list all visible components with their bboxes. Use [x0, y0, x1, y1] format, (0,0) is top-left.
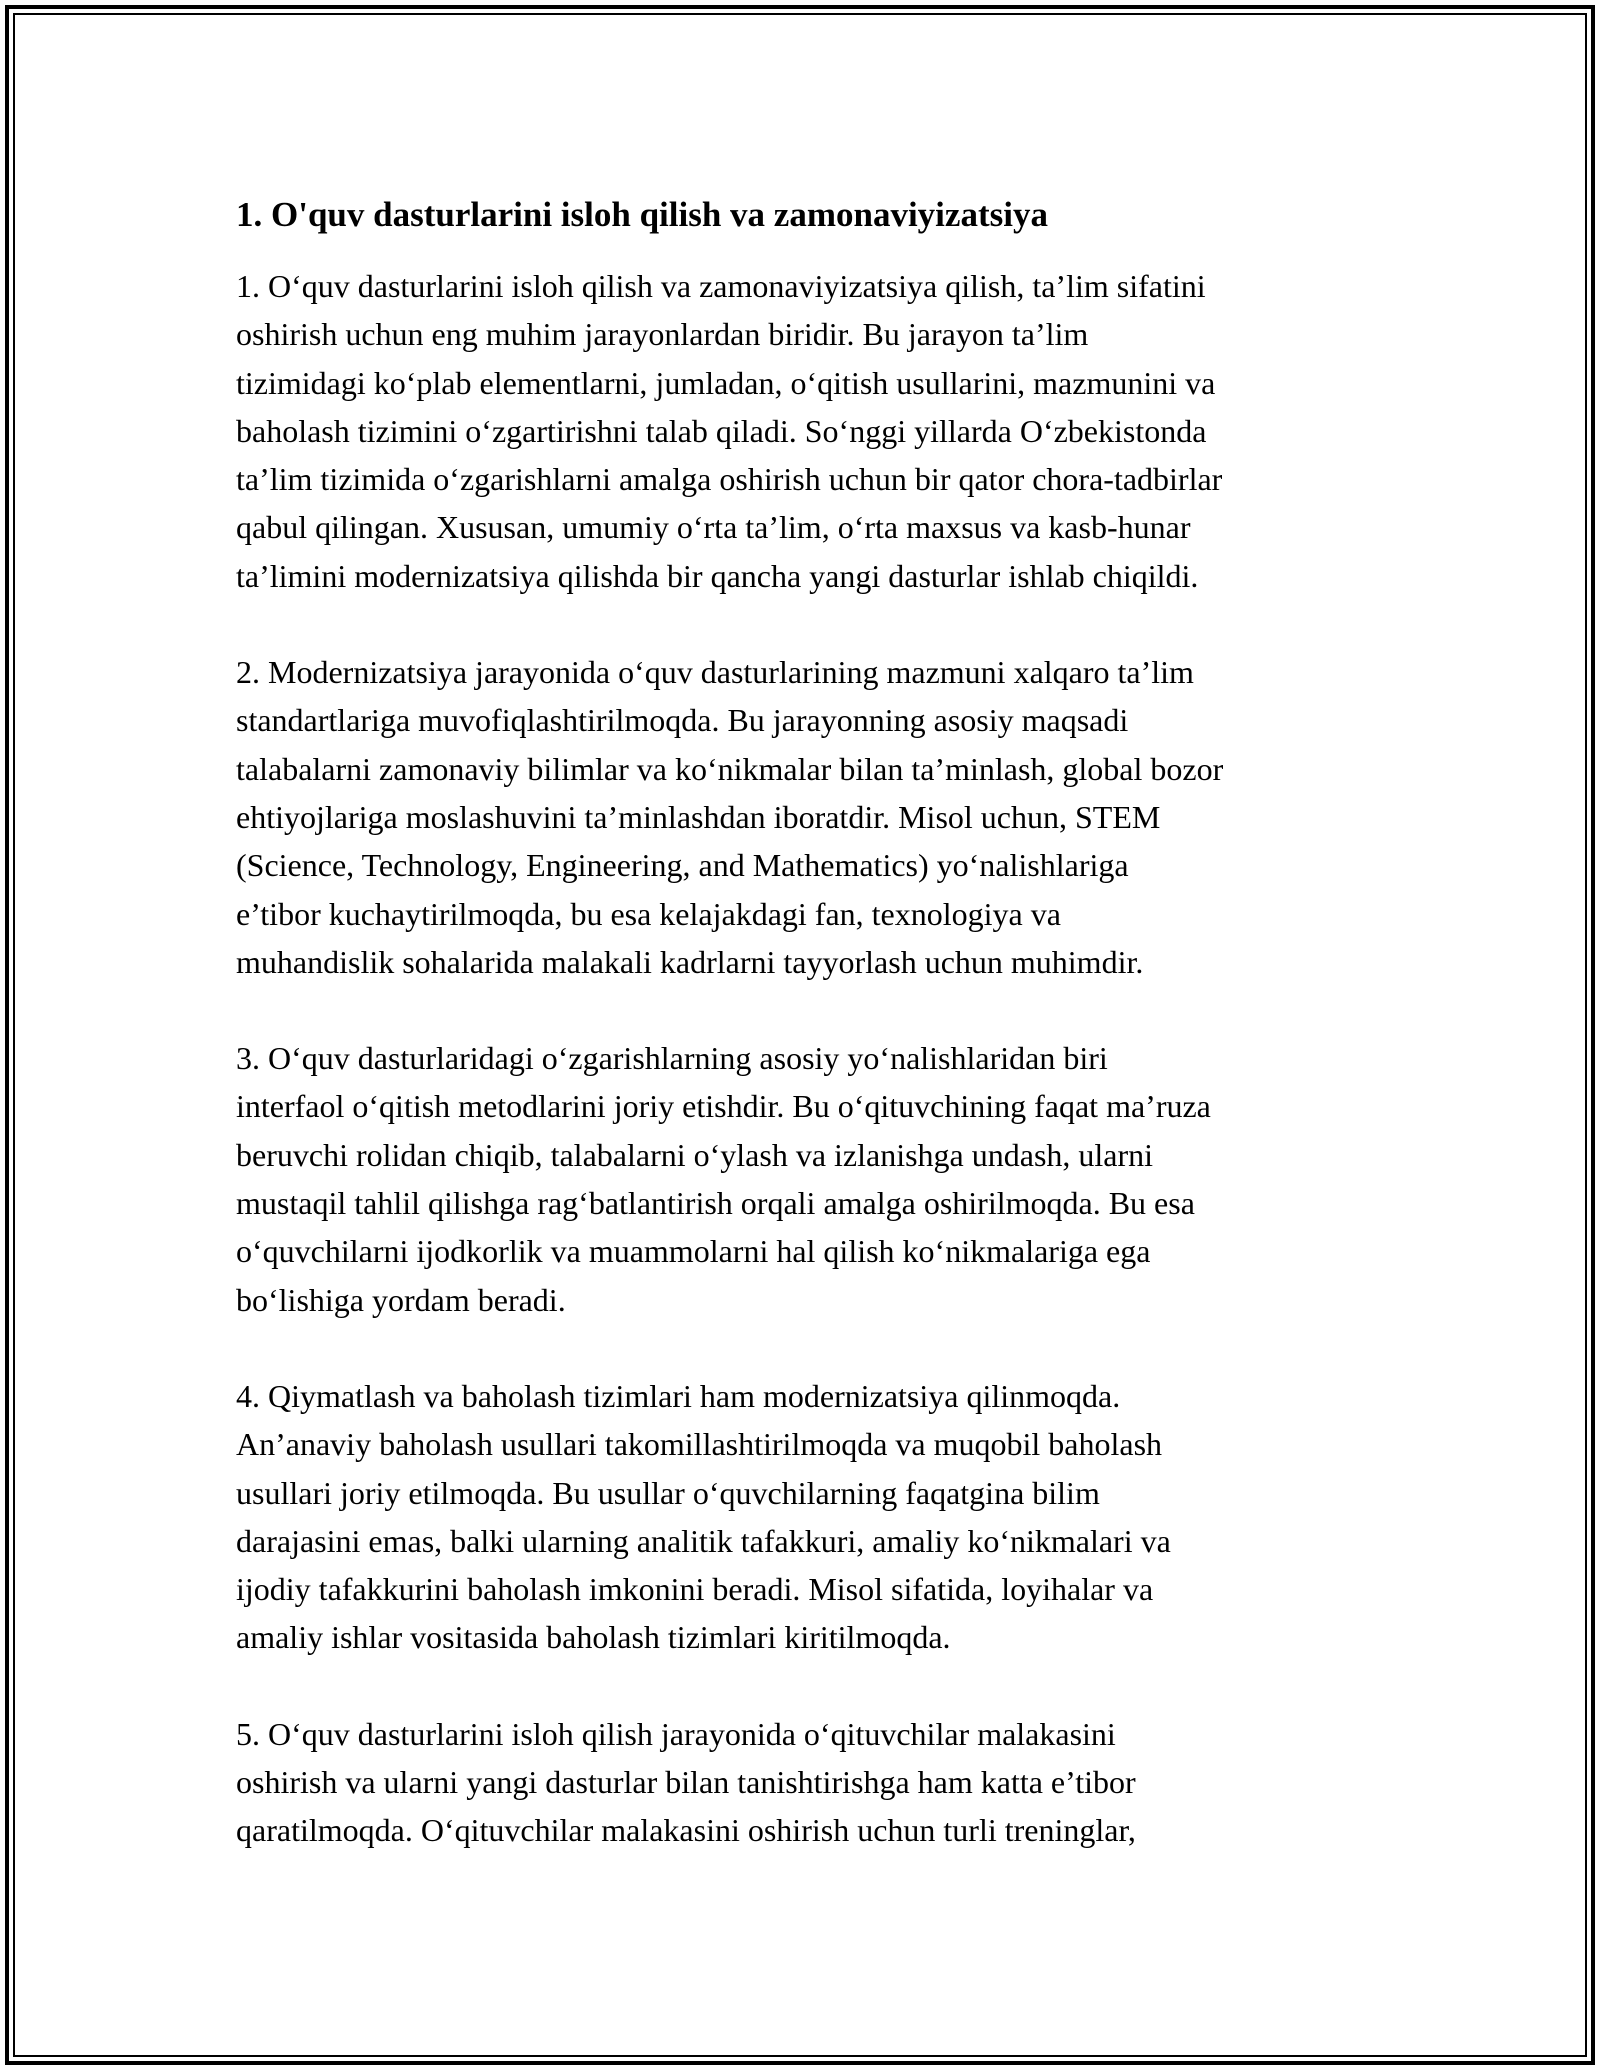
- text-line: oshirish va ularni yangi dasturlar bilan tanishtirishga ham katta e’tibor: [236, 1764, 1136, 1801]
- text-line: e’tibor kuchaytirilmoqda, bu esa kelajakdagi fan, texnologiya va: [236, 895, 1061, 932]
- text-line: standartlariga muvofiqlashtirilmoqda. Bu jarayonning asosiy maqsadi: [236, 702, 1129, 739]
- text-line: qaratilmoqda. O‘qituvchilar malakasini oshirish uchun turli treninglar,: [236, 1812, 1136, 1849]
- paragraph-4: [236, 1372, 1376, 1662]
- text-line: tizimidagi ko‘plab elementlarni, jumladan, o‘qitish usullarini, mazmunini va: [236, 364, 1216, 401]
- paragraph-3: [236, 1034, 1376, 1324]
- text-line: 4. Qiymatlash va baholash tizimlari ham modernizatsiya qilinmoqda.: [236, 1377, 1121, 1414]
- text-line: ta’limini modernizatsiya qilishda bir qancha yangi dasturlar ishlab chiqildi.: [236, 557, 1199, 594]
- text-line: baholash tizimini o‘zgartirishni talab qiladi. So‘nggi yillarda O‘zbekistonda: [236, 412, 1207, 449]
- paragraph-2: [236, 648, 1376, 986]
- text-line: qabul qilingan. Xususan, umumiy o‘rta ta’lim, o‘rta maxsus va kasb-hunar: [236, 509, 1191, 546]
- text-line: interfaol o‘qitish metodlarini joriy etishdir. Bu o‘qituvchining faqat ma’ruza: [236, 1088, 1211, 1125]
- text-line: ta’lim tizimida o‘zgarishlarni amalga oshirish uchun bir qator chora-tadbirlar: [236, 461, 1223, 498]
- document-title: 1. O'quv dasturlarini isloh qilish va zamonaviyizatsiya: [236, 195, 1048, 234]
- paragraph-5: [236, 1710, 1376, 1855]
- text-line: usullari joriy etilmoqda. Bu usullar o‘quvchilarning faqatgina bilim: [236, 1474, 1100, 1511]
- text-line: ijodiy tafakkurini baholash imkonini beradi. Misol sifatida, loyihalar va: [236, 1571, 1154, 1608]
- text-line: mustaqil tahlil qilishga rag‘batlantirish orqali amalga oshirilmoqda. Bu esa: [236, 1185, 1195, 1222]
- text-line: talabalarni zamonaviy bilimlar va ko‘nikmalar bilan ta’minlash, global bozor: [236, 750, 1224, 787]
- text-line: 1. O‘quv dasturlarini isloh qilish va zamonaviyizatsiya qilish, ta’lim sifatini: [236, 268, 1206, 304]
- text-line: muhandislik sohalarida malakali kadrlarni tayyorlash uchun muhimdir.: [236, 943, 1144, 980]
- text-line: (Science, Technology, Engineering, and Mathematics) yo‘nalishlariga: [236, 847, 1129, 884]
- paragraph-1: [236, 262, 1376, 600]
- text-line: amaliy ishlar vositasida baholash tizimlari kiritilmoqda.: [236, 1619, 951, 1656]
- text-line: beruvchi rolidan chiqib, talabalarni o‘ylash va izlanishga undash, ularni: [236, 1136, 1154, 1173]
- text-line: 5. O‘quv dasturlarini isloh qilish jarayonida o‘qituvchilar malakasini: [236, 1715, 1116, 1752]
- text-line: o‘quvchilarni ijodkorlik va muammolarni hal qilish ko‘nikmalariga ega: [236, 1233, 1151, 1270]
- text-line: oshirish uchun eng muhim jarayonlardan biridir. Bu jarayon ta’lim: [236, 316, 1089, 353]
- text-line: darajasini emas, balki ularning analitik tafakkuri, amaliy ko‘nikmalari va: [236, 1522, 1171, 1559]
- text-line: bo‘lishiga yordam beradi.: [236, 1281, 566, 1318]
- document-body: [236, 190, 1376, 1903]
- text-line: 2. Modernizatsiya jarayonida o‘quv dasturlarining mazmuni xalqaro ta’lim: [236, 654, 1194, 691]
- text-line: An’anaviy baholash usullari takomillashtirilmoqda va muqobil baholash: [236, 1426, 1163, 1463]
- text-line: 3. O‘quv dasturlaridagi o‘zgarishlarning asosiy yo‘nalishlaridan biri: [236, 1040, 1108, 1077]
- text-line: ehtiyojlariga moslashuvini ta’minlashdan iboratdir. Misol uchun, STEM: [236, 798, 1161, 835]
